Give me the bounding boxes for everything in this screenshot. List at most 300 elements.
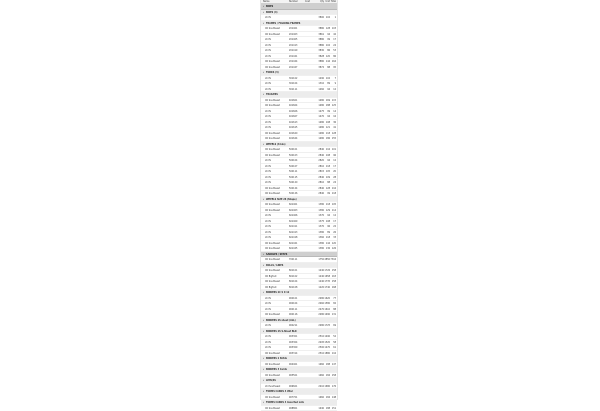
cell-qty: 3861 [317, 32, 324, 37]
cell-qty: 1960 [317, 395, 324, 400]
cell-qty: 1475 [317, 109, 324, 114]
cell-cost [305, 98, 317, 103]
cell-cost [305, 224, 317, 229]
cell-total: 16 [330, 114, 337, 119]
cell-name: CR Southeast [261, 131, 289, 136]
cell-qty: 3800 [317, 15, 324, 20]
cell-total: 116 [330, 186, 337, 191]
cell-unit: 184 [324, 373, 330, 378]
cell-unit: 118 [324, 202, 330, 207]
cell-name: CR Southeast [261, 351, 289, 356]
cell-total: 131 [330, 312, 337, 317]
cell-name: Ltd N [261, 301, 289, 306]
collapse-toggle-icon[interactable]: ▾ [263, 252, 266, 258]
cell-qty: 2840 [317, 147, 324, 152]
cell-qty: 1375 [317, 219, 324, 224]
cell-number: 201403 [289, 32, 305, 37]
cell-qty: 1310 [317, 81, 324, 86]
cell-total: 168 [330, 285, 337, 290]
cell-cost [305, 158, 317, 163]
cell-name: Ltd N [261, 158, 289, 163]
cell-name: Ltd N [261, 54, 289, 59]
cell-qty: 2410 [317, 384, 324, 389]
cell-number: 401604 [289, 103, 305, 108]
cell-name: CR Southeast [261, 373, 289, 378]
column-header-unit[interactable]: Unit [324, 0, 330, 3]
cell-total: 69 [330, 323, 337, 328]
cell-total: 88 [330, 307, 337, 312]
cell-total: 1 [330, 15, 337, 20]
cell-unit: 1726 [324, 268, 330, 273]
cell-unit: 136 [324, 246, 330, 251]
cell-total: 7 [330, 76, 337, 81]
cell-cost [305, 345, 317, 350]
cell-unit: 102 [324, 15, 330, 20]
column-header-total[interactable]: Total [330, 0, 337, 3]
cell-unit: 121 [324, 125, 330, 130]
cell-cost [305, 136, 317, 141]
group-label: WHEELS SIZE 26 (Shape) [266, 198, 297, 201]
cell-unit: 99 [324, 109, 330, 114]
group-label: BINDERS 3 Cards [266, 368, 287, 371]
cell-cost [305, 208, 317, 213]
cell-number: 601406 [289, 213, 305, 218]
collapse-toggle-icon[interactable]: ▾ [263, 318, 266, 324]
collapse-toggle-icon[interactable]: ▾ [263, 4, 266, 10]
cell-number: 201427 [289, 65, 305, 70]
cell-qty: 1380 [317, 208, 324, 213]
cell-total: 151 [330, 406, 337, 411]
cell-cost [305, 279, 317, 284]
cell-unit: 128 [324, 26, 330, 31]
cell-unit: 96 [324, 224, 330, 229]
cell-qty: 1380 [317, 241, 324, 246]
cell-name: Ltd N [261, 307, 289, 312]
group-label: BINDERS 2S S-Sheet BLK [266, 330, 297, 333]
cell-name: CR Southeast [261, 246, 289, 251]
cell-total: 115 [330, 98, 337, 103]
cell-number: 903301 [289, 334, 305, 339]
cell-total: 14 [330, 109, 337, 114]
cell-cost [305, 312, 317, 317]
cell-unit: 108 [324, 219, 330, 224]
cell-unit: 94 [324, 213, 330, 218]
cell-unit: 1658 [324, 274, 330, 279]
cell-name: CR Southeast [261, 147, 289, 152]
cell-cost [305, 103, 317, 108]
cell-qty: 1480 [317, 103, 324, 108]
group-label: BINDERS 2 Shtds [266, 357, 287, 360]
cell-unit: 89 [324, 81, 330, 86]
cell-number: 601409 [289, 219, 305, 224]
cell-qty: 2810 [317, 180, 324, 185]
cell-number: 401615 [289, 125, 305, 130]
cell-cost [305, 219, 317, 224]
cell-unit: 1740 [324, 285, 330, 290]
cell-name: CR Southeast [261, 202, 289, 207]
cell-qty: 3880 [317, 26, 324, 31]
cell-number: 502115 [289, 175, 305, 180]
cell-cost [305, 26, 317, 31]
cell-cost [305, 235, 317, 240]
cell-unit: 108 [324, 120, 330, 125]
cell-total: 9 [330, 81, 337, 86]
collapse-toggle-icon[interactable]: ▾ [263, 263, 266, 269]
cell-name: CR Southeast [261, 98, 289, 103]
cell-number: 301102 [289, 76, 305, 81]
cell-total: 96 [330, 153, 337, 158]
cell-number: 401607 [289, 114, 305, 119]
cell-unit: 188 [324, 406, 330, 411]
cell-total: 82 [330, 301, 337, 306]
cell-qty: 1480 [317, 120, 324, 125]
cell-unit: 118 [324, 164, 330, 169]
cell-total: 12 [330, 213, 337, 218]
cell-total: 95 [330, 65, 337, 70]
cell-cost [305, 54, 317, 59]
cell-qty: 2840 [317, 191, 324, 196]
cell-unit: 1990 [324, 312, 330, 317]
cell-qty: 1360 [317, 235, 324, 240]
cell-total: 128 [330, 131, 337, 136]
cell-number: 401613 [289, 120, 305, 125]
cell-unit: 169 [324, 98, 330, 103]
collapse-toggle-icon[interactable]: ▾ [263, 367, 266, 373]
cell-cost [305, 406, 317, 411]
group-label: LIMS/SS [266, 379, 276, 382]
cell-total: 41 [330, 125, 337, 130]
cell-qty: 1470 [317, 114, 324, 119]
cell-unit: 188 [324, 362, 330, 367]
cell-qty: 3872 [317, 65, 324, 70]
group-label: BIKES [266, 5, 273, 8]
cell-number: 801108 [289, 285, 305, 290]
cell-unit: 1735 [324, 279, 330, 284]
cell-total: 126 [330, 246, 337, 251]
cell-unit: 88 [324, 65, 330, 70]
cell-total: 52 [330, 334, 337, 339]
cell-unit: 120 [324, 54, 330, 59]
cell-total: 17 [330, 164, 337, 169]
cell-number: 401620 [289, 131, 305, 136]
cell-total: 53 [330, 48, 337, 53]
cell-name: Ltd N [261, 169, 289, 174]
collapse-toggle-icon[interactable]: ▾ [263, 70, 266, 76]
cell-number: 502104 [289, 158, 305, 163]
cell-cost [305, 257, 317, 262]
collapse-toggle-icon[interactable]: ▾ [263, 290, 266, 296]
cell-name: Ltd N [261, 81, 289, 86]
cell-unit: 118 [324, 131, 330, 136]
cell-qty: 2500 [317, 345, 324, 350]
cell-number: 601421 [289, 241, 305, 246]
cell-qty: 1750 [317, 257, 324, 262]
cell-qty: 3880 [317, 37, 324, 42]
cell-qty: 1380 [317, 246, 324, 251]
cell-unit: 89 [324, 230, 330, 235]
cell-total: 114 [330, 208, 337, 213]
cell-unit: 105 [324, 169, 330, 174]
cell-unit: 1520 [324, 340, 330, 345]
collapse-toggle-icon[interactable]: ▾ [263, 389, 266, 395]
cell-number: 301111 [289, 87, 305, 92]
cell-cost [305, 186, 317, 191]
cell-name: Ltd N [261, 125, 289, 130]
collapse-toggle-icon[interactable]: ▾ [263, 197, 266, 203]
cell-number: 801104 [289, 279, 305, 284]
cell-name: Ltd N [261, 175, 289, 180]
group-label: WHEELS (8 Lbs) [266, 143, 286, 146]
cell-unit: 144 [324, 59, 330, 64]
cell-unit: 99 [324, 191, 330, 196]
cell-number: 502120 [289, 180, 305, 185]
cell-cost [305, 230, 317, 235]
cell-unit: 129 [324, 208, 330, 213]
cell-qty: 1380 [317, 202, 324, 207]
cell-total: 125 [330, 103, 337, 108]
cell-cost [305, 340, 317, 345]
cell-qty: 3828 [317, 54, 324, 59]
cell-cost [305, 373, 317, 378]
cell-cost [305, 43, 317, 48]
cell-total: 12 [330, 158, 337, 163]
cell-number: 906601 [289, 384, 305, 389]
cell-qty: 2495 [317, 340, 324, 345]
collapse-toggle-icon[interactable]: ▾ [263, 142, 266, 148]
cell-name: Ltd N [261, 180, 289, 185]
cell-name: Ltd N [261, 235, 289, 240]
cell-unit: 116 [324, 147, 330, 152]
collapse-toggle-icon[interactable]: ▾ [263, 92, 266, 98]
group-label: BIKES (4) [266, 11, 278, 14]
cell-name: Ltd N [261, 345, 289, 350]
cell-qty: 2840 [317, 153, 324, 158]
cell-cost [305, 351, 317, 356]
cell-total: 61 [330, 345, 337, 350]
cell-number: 902111 [289, 307, 305, 312]
cell-cost [305, 246, 317, 251]
cell-unit: 144 [324, 241, 330, 246]
cell-number: 401601 [289, 98, 305, 103]
cell-cost [305, 120, 317, 125]
cell-number: 201401 [289, 26, 305, 31]
group-label: BINDERS 2S sheet (ALL) [266, 319, 296, 322]
cell-unit: 4850 [324, 257, 330, 262]
group-label: FORMS CARDS 4 Assorted Lots [266, 401, 304, 404]
table-body [261, 4, 337, 411]
cell-cost [305, 241, 317, 246]
cell-name: CR Southeast [261, 32, 289, 37]
cell-qty: 2510 [317, 351, 324, 356]
cell-name: CR Southeast [261, 279, 289, 284]
cell-qty: 1480 [317, 131, 324, 136]
cell-name: CR Southeast [261, 65, 289, 70]
cell-total: 158 [330, 279, 337, 284]
cell-qty: 2480 [317, 323, 324, 328]
cell-name: CR Southeast [261, 257, 289, 262]
cell-cost [305, 334, 317, 339]
cell-qty: 2460 [317, 301, 324, 306]
cell-qty: 2840 [317, 175, 324, 180]
cell-name: CR Southeast [261, 59, 289, 64]
cell-total: 7316 [330, 257, 337, 262]
group-label: FORKS (3) [266, 71, 279, 74]
cell-unit: 94 [324, 114, 330, 119]
cell-name: Ltd N [261, 43, 289, 48]
column-header-qty[interactable]: Qty [317, 0, 324, 3]
cell-name: CR Southeast [261, 395, 289, 400]
cell-total: 22 [330, 224, 337, 229]
cell-unit: 1680 [324, 384, 330, 389]
cell-name: CR Southeast [261, 186, 289, 191]
cell-total: 12 [330, 87, 337, 92]
cell-qty: 1940 [317, 406, 324, 411]
cell-total: 155 [330, 136, 337, 141]
cell-qty: 1240 [317, 274, 324, 279]
cell-cost [305, 76, 317, 81]
cell-unit: 102 [324, 76, 330, 81]
cell-name: Ltd N [261, 15, 289, 20]
cell-number: 201419 [289, 48, 305, 53]
cell-unit: 109 [324, 175, 330, 180]
cell-cost [305, 213, 317, 218]
cell-qty: 2840 [317, 186, 324, 191]
data-table [260, 0, 338, 400]
cell-number: 201413 [289, 43, 305, 48]
cell-cost [305, 87, 317, 92]
cell-qty: 1480 [317, 98, 324, 103]
cell-name: CR Bigfoot [261, 285, 289, 290]
cell-number: 201424 [289, 59, 305, 64]
cell-name: CR Southeast [261, 136, 289, 141]
cell-total: 24 [330, 180, 337, 185]
cell-number: 905501 [289, 373, 305, 378]
cell-total: 17 [330, 219, 337, 224]
cell-name: CR Southeast [261, 208, 289, 213]
cell-total: 36 [330, 120, 337, 125]
cell-cost [305, 109, 317, 114]
column-header-number[interactable]: Number [289, 0, 305, 3]
cell-cost [305, 395, 317, 400]
group-label: SADDLES / SEATS [266, 253, 287, 256]
cell-total: 118 [330, 191, 337, 196]
cell-number: 502101 [289, 147, 305, 152]
cell-cost [305, 296, 317, 301]
cell-total: 163 [330, 274, 337, 279]
cell-name: CR Southeast [261, 26, 289, 31]
cell-unit: 128 [324, 186, 330, 191]
cell-name: Ltd N [261, 109, 289, 114]
cell-unit: 108 [324, 153, 330, 158]
cell-total: 77 [330, 296, 337, 301]
cell-qty: 2820 [317, 158, 324, 163]
cell-unit: 184 [324, 395, 330, 400]
cell-qty: 2810 [317, 164, 324, 169]
collapse-toggle-icon[interactable]: ▾ [263, 356, 266, 362]
column-header-name[interactable]: Name [261, 0, 289, 3]
cell-unit: 86 [324, 48, 330, 53]
cell-qty: 1480 [317, 125, 324, 130]
collapse-toggle-icon[interactable]: ▾ [263, 10, 266, 16]
cell-number: 902101 [289, 296, 305, 301]
cell-name: CR Bigfoot [261, 274, 289, 279]
cell-cost [305, 15, 317, 20]
cell-qty: 1480 [317, 136, 324, 141]
cell-qty: 1220 [317, 285, 324, 290]
cell-name: CR Southeast [261, 406, 289, 411]
cell-cost [305, 323, 317, 328]
collapse-toggle-icon[interactable]: ▾ [263, 329, 266, 335]
cell-unit: 1470 [324, 345, 330, 350]
cell-cost [305, 131, 317, 136]
collapse-toggle-icon[interactable]: ▾ [263, 21, 266, 27]
cell-number: 903304 [289, 340, 305, 345]
cell-cost [305, 268, 317, 273]
cell-number: 502126 [289, 191, 305, 196]
cell-qty: 1240 [317, 268, 324, 273]
cell-qty: 1370 [317, 224, 324, 229]
cell-qty: 3880 [317, 59, 324, 64]
cell-total: 147 [330, 362, 337, 367]
cell-qty: 2480 [317, 312, 324, 317]
cell-name: CR Southeast [261, 153, 289, 158]
cell-number: 904401 [289, 362, 305, 367]
cell-cost [305, 180, 317, 185]
cell-qty: 1260 [317, 87, 324, 92]
cell-qty: 2510 [317, 334, 324, 339]
column-header-cost[interactable]: Cost [305, 0, 317, 3]
cell-cost [305, 59, 317, 64]
cell-number: 902104 [289, 301, 305, 306]
cell-number: 902211 [289, 323, 305, 328]
collapse-toggle-icon[interactable]: ▾ [263, 378, 266, 384]
group-label: ROLLS / LINES [266, 264, 283, 267]
cell-name: Ltd N [261, 224, 289, 229]
cell-name: Ltd N [261, 120, 289, 125]
cell-cost [305, 32, 317, 37]
collapse-toggle-icon[interactable]: ▾ [263, 400, 266, 406]
cell-cost [305, 362, 317, 367]
cell-number: 601401 [289, 202, 305, 207]
group-label: FRAMES / FOLDING FRAMES [266, 22, 300, 25]
cell-unit: 99 [324, 37, 330, 42]
cell-number: 201405 [289, 37, 305, 42]
cell-number: 601425 [289, 246, 305, 251]
group-label: BINDERS 2C 9 X 12 [266, 291, 289, 294]
cell-cost [305, 164, 317, 169]
cell-total: 33 [330, 235, 337, 240]
group-label: FORMS CARDS 4 Vital [266, 390, 293, 393]
cell-name: CR Southeast [261, 241, 289, 246]
cell-name: Ltd N [261, 323, 289, 328]
cell-cost [305, 65, 317, 70]
cell-total: 42 [330, 32, 337, 37]
cell-cost [305, 147, 317, 152]
cell-qty: 2815 [317, 169, 324, 174]
cell-unit: 102 [324, 43, 330, 48]
cell-unit: 94 [324, 158, 330, 163]
cell-name: Ltd N [261, 219, 289, 224]
table-row[interactable] [261, 406, 337, 411]
cell-number: 903314 [289, 351, 305, 356]
cell-total: 158 [330, 268, 337, 273]
cell-cost [305, 274, 317, 279]
cell-name: Ltd N [261, 114, 289, 119]
cell-name: Ltd N [261, 37, 289, 42]
cell-cost [305, 384, 317, 389]
cell-cost [305, 48, 317, 53]
cell-number [289, 15, 305, 20]
